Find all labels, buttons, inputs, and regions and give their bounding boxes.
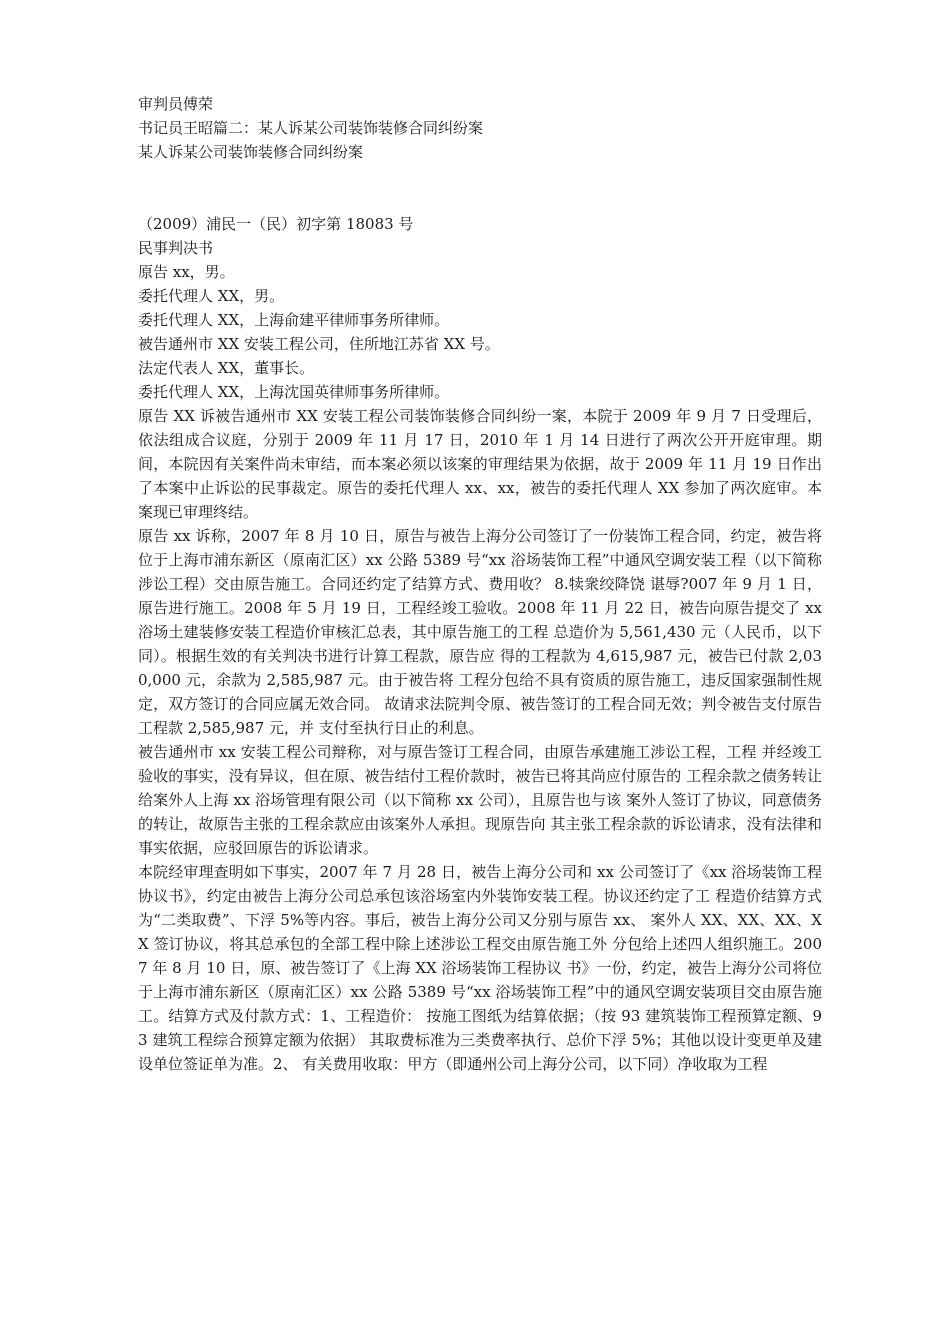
party-line: 法定代表人 XX，董事长。 — [138, 359, 315, 377]
document-page — [138, 92, 822, 1076]
party-line: 委托代理人 XX，上海俞建平律师事务所律师。 — [138, 311, 450, 329]
body-paragraph: 本院经审理查明如下事实，2007 年 7 月 28 日，被告上海分公司和 xx 公司签订了《xx 浴场装饰工程协议书》，约定由被告上海分公司总承包该浴场室内外装饰安装工程。协议还约定了工 程造价结算方式为“二类取费”、下浮 5%等内容。事后，被告上海分公司又分别与原告 xx、 案外人 XX、XX、XX、XX 签订协议，将其总承包的全部工程中除上述涉讼工程交由原告施工外 分包给上述四人组织施工。2007 年 8 月 10 日，原、被告签订了《上海 XX 浴场装饰工程协议 书》一份，约定，被告上海分公司将位于上海市浦东新区（原南汇区）xx 公路 5389 号“xx 浴场装饰工程”中的通风空调安装项目交由原告施工。结算方式及付款方式：1、工程造价： 按施工图纸为结算依据；（按 93 建筑装饰工程预算定额、93 建筑工程综合预算定额为依据） 其取费标准为三类费率执行、总价下浮 5%；其他以设计变更单及建设单位签证单为准。2、 有关费用收取：甲方（即通州公司上海分公司，以下同）净收取为工程 — [138, 863, 822, 1073]
party-line: 委托代理人 XX，上海沈国英律师事务所律师。 — [138, 383, 450, 401]
spacer — [138, 164, 822, 212]
header-line: 书记员王昭篇二：某人诉某公司装饰装修合同纠纷案 — [138, 119, 484, 137]
body-paragraph: 被告通州市 xx 安装工程公司辩称，对与原告签订工程合同，由原告承建施工涉讼工程，工程 并经竣工验收的事实，没有异议，但在原、被告结付工程价款时，被告已将其尚应付原告的 工程余款之债务转让给案外人上海 xx 浴场管理有限公司（以下简称 xx 公司），且原告也与该 案外人签订了协议，同意债务的转让，故原告主张的工程余款应由该案外人承担。现原告向 其主张工程余款的诉讼请求，没有法律和事实依据，应驳回原告的诉讼请求。 — [138, 743, 822, 857]
body-paragraph: 原告 xx 诉称，2007 年 8 月 10 日，原告与被告上海分公司签订了一份装饰工程合同，约定，被告将位于上海市浦东新区（原南汇区）xx 公路 5389 号“xx 浴场装饰工程”中通风空调安装工程（以下简称涉讼工程）交由原告施工。合同还约定了结算方式、费用收？ 8.犊衆绞降饶 谌辱?007 年 9 月 1 日，原告进行施工。2008 年 5 月 19 日，工程经竣工验收。2008 年 11 月 22 日，被告向原告提交了 xx 浴场土建装修安装工程造价审核汇总表，其中原告施工的工程 总造价为 5,561,430 元（人民币，以下同）。根据生效的有关判决书进行计算工程款，原告应 得的工程款为 4,615,987 元，被告已付款 2,030,000 元，余款为 2,585,987 元。由于被告将 工程分包给不具有资质的原告施工，违反国家强制性规定，双方签订的合同应属无效合同。 故请求法院判令原、被告签订的工程合同无效；判令被告支付原告工程款 2,585,987 元，并 支付至执行日止的利息。 — [138, 527, 822, 737]
party-line: 被告通州市 XX 安装工程公司，住所地江苏省 XX 号。 — [138, 335, 500, 353]
party-line: 委托代理人 XX，男。 — [138, 287, 285, 305]
body-paragraph: 原告 XX 诉被告通州市 XX 安装工程公司装饰装修合同纠纷一案，本院于 2009 年 9 月 7 日受理后，依法组成合议庭，分别于 2009 年 11 月 17 日，2010 年 1 月 14 日进行了两次公开开庭审理。期间，本院因有关案件尚未审结，而本案必须以该案的审理结果为依据，故于 2009 年 11 月 19 日作出了本案中止诉讼的民事裁定。原告的委托代理人 xx、xx，被告的委托代理人 XX 参加了两次庭审。本案现已审理终结。 — [138, 407, 822, 521]
party-line: 原告 xx，男。 — [138, 263, 235, 281]
header-line: 某人诉某公司装饰装修合同纠纷案 — [138, 143, 364, 161]
case-number: （2009）浦民一（民）初字第 18083 号 — [138, 215, 414, 233]
header-line: 审判员傅荣 — [138, 95, 214, 113]
document-type: 民事判决书 — [138, 239, 214, 257]
